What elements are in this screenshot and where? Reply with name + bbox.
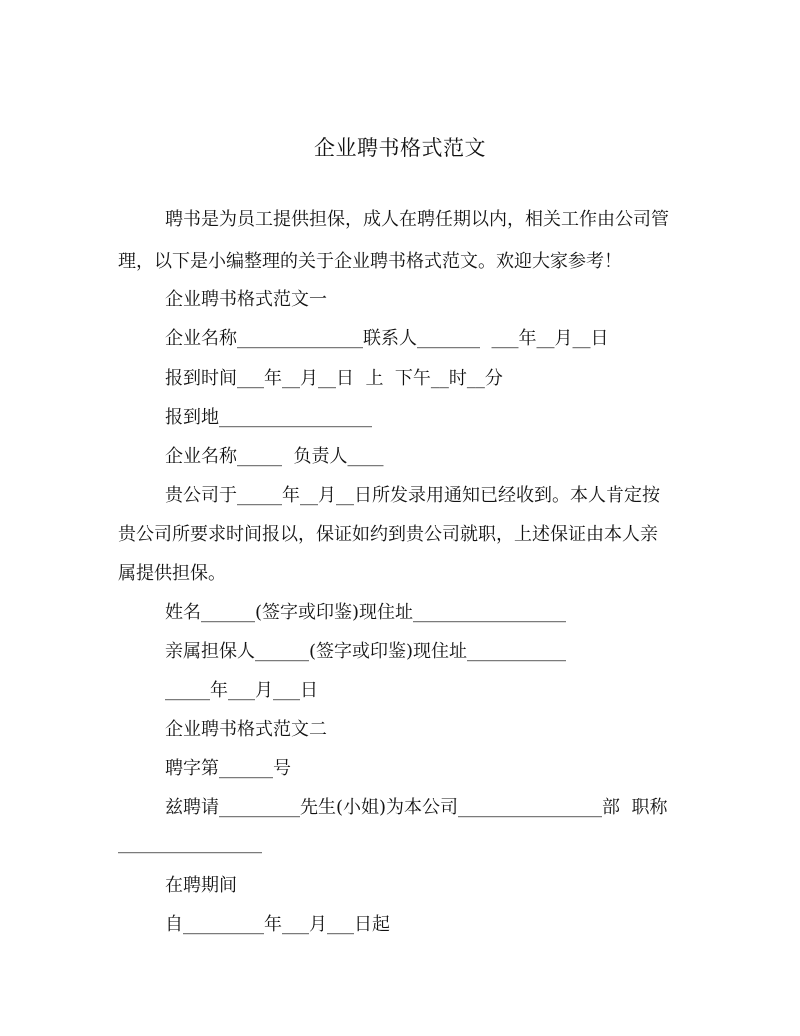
section-heading-2: 企业聘书格式范文二 — [165, 719, 327, 740]
form-line-period: 在聘期间 — [165, 875, 237, 896]
form-line-number: 聘字第______号 — [165, 758, 291, 779]
form-line-hire: 兹聘请_________先生(小姐)为本公司________________部 职称 — [165, 797, 668, 818]
form-line-hire-cont: ________________ — [118, 833, 262, 854]
form-line-name: 姓名______(签字或印鉴)现住址_________________ — [165, 602, 567, 623]
form-line-date: _____年___月___日 — [165, 680, 318, 701]
intro-line-1: 聘书是为员工提供担保，成人在聘任期以内，相关工作由公司管 — [165, 209, 669, 230]
form-line-report-place: 报到地_________________ — [165, 407, 372, 428]
statement-line-1: 贵公司于_____年__月__日所发录用通知已经收到。本人肯定按 — [165, 485, 660, 506]
section-heading-1: 企业聘书格式范文一 — [165, 289, 327, 310]
form-line-company: 企业名称______________联系人_______ ___年__月__日 — [165, 328, 609, 349]
intro-line-2: 理，以下是小编整理的关于企业聘书格式范文。欢迎大家参考！ — [118, 251, 622, 272]
statement-line-2: 贵公司所要求时间报以，保证如约到贵公司就职，上述保证由本人亲 — [118, 524, 658, 545]
form-line-start-date: 自_________年___月___日起 — [165, 914, 390, 935]
form-line-guarantor: 亲属担保人______(签字或印鉴)现住址___________ — [165, 641, 567, 662]
form-line-company-manager: 企业名称_____ 负责人____ — [165, 446, 384, 467]
document-title: 企业聘书格式范文 — [314, 136, 486, 160]
statement-line-3: 属提供担保。 — [118, 563, 226, 584]
form-line-report-time: 报到时间___年__月__日 上 下午__时__分 — [165, 368, 503, 389]
